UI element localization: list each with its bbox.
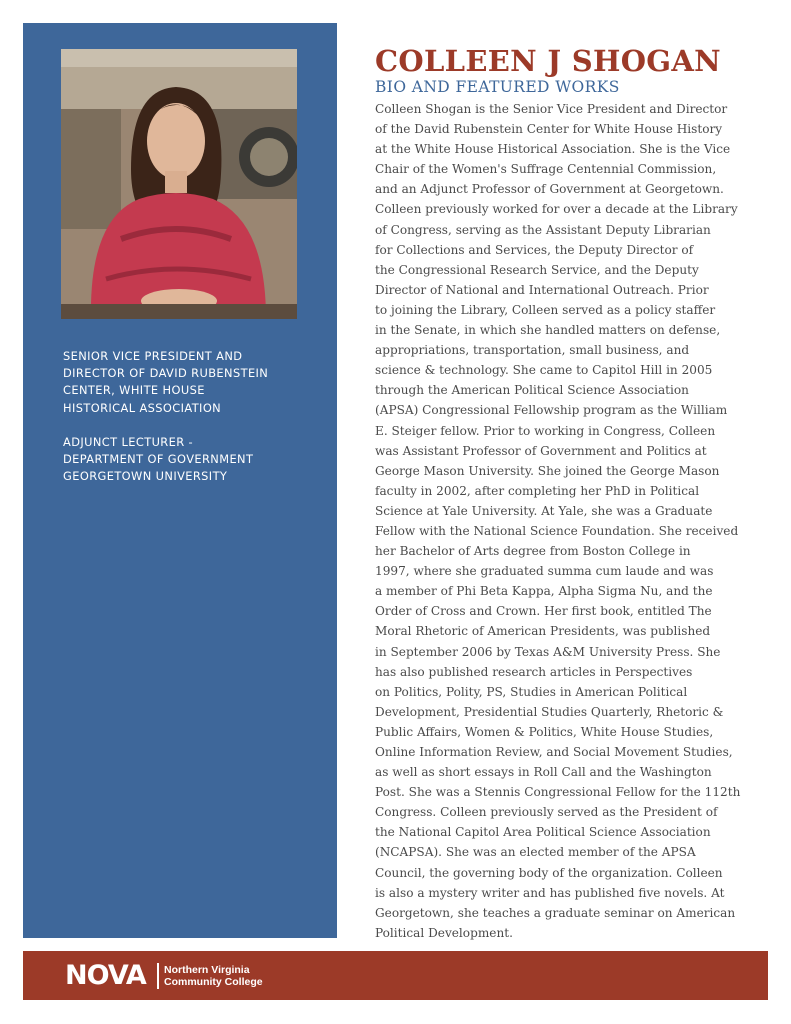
bio-line: 1997, where she graduated summa cum laude and was [375, 564, 714, 579]
bio-line: faculty in 2002, after completing her PhD in Political [375, 483, 700, 498]
bio-line: Order of Cross and Crown. Her first book, entitled The [375, 604, 712, 619]
bio-line: Political Development. [375, 925, 513, 940]
bio-line: has also published research articles in Perspectives [375, 664, 693, 679]
bio-line: to joining the Library, Colleen served as a policy staffer [375, 302, 716, 317]
page-title: COLLEEN J SHOGAN [375, 44, 721, 78]
role-secondary: ADJUNCT LECTURER - DEPARTMENT OF GOVERNMENT GEORGETOWN UNIVERSITY [63, 434, 254, 484]
bio-line: Fellow with the National Science Foundation. She received [375, 523, 739, 538]
bio-line: Council, the governing body of the organization. Colleen [375, 865, 723, 880]
bio-line: Online Information Review, and Social Movement Studies, [375, 745, 733, 759]
bio-line: Development, Presidential Studies Quarterly, Rhetoric & [375, 704, 724, 719]
bio-line: Georgetown, she teaches a graduate seminar on American [375, 905, 736, 920]
bio-line: her Bachelor of Arts degree from Boston College in [375, 544, 691, 559]
bio-line: Moral Rhetoric of American Presidents, was published [375, 624, 711, 639]
role-list [63, 348, 333, 502]
bio-line: is also a mystery writer and has published five novels. At [375, 885, 725, 900]
nova-logo-text: NOVA [65, 960, 146, 991]
portrait-image [61, 49, 297, 319]
bio-line: Director of National and International Outreach. Prior [375, 282, 709, 297]
bio-line: Post. She was a Stennis Congressional Fellow for the 112th [375, 785, 741, 800]
bio-line: was Assistant Professor of Government and Politics at [375, 443, 707, 458]
bio-line: for Collections and Services, the Deputy Director of [375, 242, 694, 257]
bio-line: Colleen Shogan is the Senior Vice President and Director [375, 102, 728, 116]
bio-line: Colleen previously worked for over a decade at the Library [375, 202, 738, 217]
bio-line: in September 2006 by Texas A&M University Press. She [375, 644, 721, 659]
bio-line: Science at Yale University. At Yale, she was a Graduate [375, 503, 713, 518]
bio-line: of the David Rubenstein Center for White House History [375, 122, 723, 137]
bio-line: the Congressional Research Service, and the Deputy [375, 262, 699, 277]
logo-divider [157, 963, 159, 989]
bio-line: Public Affairs, Women & Politics, White House Studies, [375, 724, 714, 739]
bio-line: Congress. Colleen previously served as the President of [375, 805, 718, 820]
bio-line: science & technology. She came to Capitol Hill in 2005 [375, 363, 713, 378]
bio-line: E. Steiger fellow. Prior to working in Congress, Colleen [375, 423, 716, 438]
bio-line: (NCAPSA). She was an elected member of the APSA [375, 845, 696, 860]
bio-line: Chair of the Women's Suffrage Centennial Commission, [375, 162, 717, 177]
bio-line: through the American Political Science Association [375, 383, 689, 398]
bio-line: and an Adjunct Professor of Government at Georgetown. [375, 182, 724, 197]
logo-subtitle-line2: Community College [164, 976, 263, 988]
bio-line: (APSA) Congressional Fellowship program as the William [375, 403, 728, 418]
bio-line: as well as short essays in Roll Call and the Washington [375, 765, 712, 780]
bio-line: appropriations, transportation, small business, and [375, 343, 690, 358]
logo-subtitle-line1: Northern Virginia [164, 964, 250, 976]
bio-text [375, 99, 775, 943]
footer-bar [23, 951, 768, 1000]
portrait-photo [61, 49, 297, 319]
bio-line: George Mason University. She joined the George Mason [375, 463, 720, 478]
sidebar-panel [23, 23, 337, 938]
bio-line: on Politics, Polity, PS, Studies in American Political [375, 684, 688, 699]
bio-line: the National Capitol Area Political Science Association [375, 825, 711, 840]
bio-line: of Congress, serving as the Assistant Deputy Librarian [375, 222, 711, 237]
bio-line: in the Senate, in which she handled matters on defense, [375, 323, 721, 338]
role-primary: SENIOR VICE PRESIDENT AND DIRECTOR OF DAVID RUBENSTEIN CENTER, WHITE HOUSE HISTORICAL ASSOCIATION [63, 349, 269, 415]
page-subtitle: BIO AND FEATURED WORKS [375, 78, 620, 96]
bio-line: at the White House Historical Association. She is the Vice [375, 142, 731, 157]
bio-line: a member of Phi Beta Kappa, Alpha Sigma Nu, and the [375, 584, 713, 599]
